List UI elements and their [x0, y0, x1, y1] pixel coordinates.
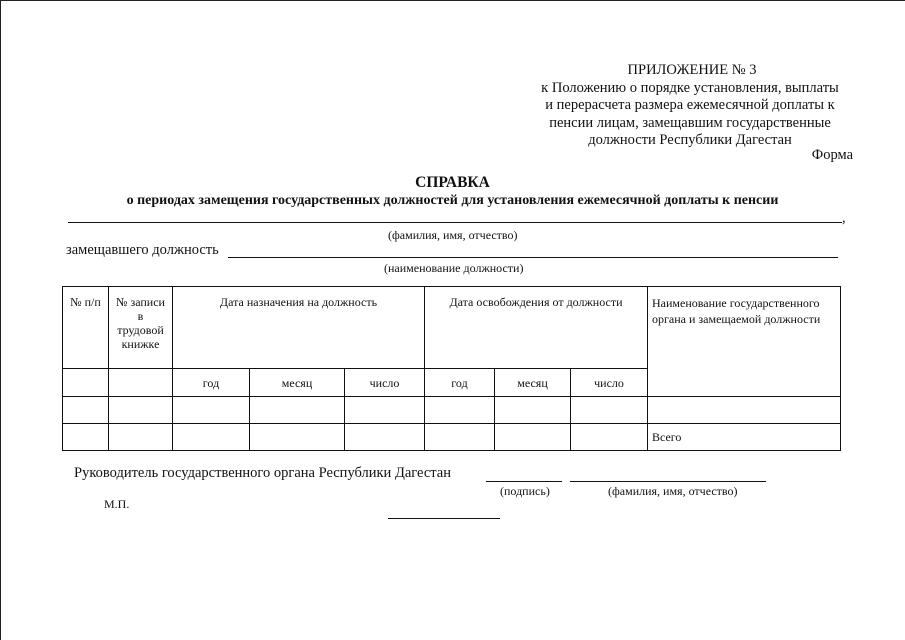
head-label: Руководитель государственного органа Республики Дагестан [74, 465, 451, 481]
table-cell[interactable] [250, 397, 345, 424]
scan-border-left [0, 0, 1, 640]
header-appointment-date: Дата назначения на должность [173, 287, 425, 369]
subheader-appointment-year: год [173, 369, 250, 397]
position-label: замещавшего должность [66, 242, 219, 258]
name-field-hint: (фамилия, имя, отчество) [388, 228, 518, 242]
appendix-title: ПРИЛОЖЕНИЕ № 3 [627, 62, 757, 78]
header-num: № п/п [63, 287, 109, 369]
header-record-line: трудовой [117, 323, 164, 337]
table-cell[interactable] [425, 397, 495, 424]
appendix-line: пенсии лицам, замещавшим государственные [549, 114, 831, 131]
subheader-appointment-day: число [345, 369, 425, 397]
table-row [63, 397, 841, 424]
header-record-line: книжке [121, 337, 160, 351]
appendix-block [520, 62, 860, 150]
subheader-release-day: число [571, 369, 648, 397]
name-field-line[interactable] [68, 222, 842, 223]
table-cell[interactable] [648, 397, 841, 424]
subheader-empty-cell [109, 369, 173, 397]
table-cell[interactable] [63, 424, 109, 451]
table-cell[interactable] [173, 397, 250, 424]
table-cell[interactable] [250, 424, 345, 451]
table-cell[interactable] [345, 424, 425, 451]
table-cell[interactable] [571, 424, 648, 451]
subheader-empty-cell [63, 369, 109, 397]
header-record [109, 287, 173, 369]
scan-border-top [0, 0, 905, 1]
appendix-line: к Положению о порядке установления, выплаты [541, 79, 839, 96]
subheader-release-month: месяц [495, 369, 571, 397]
date-line[interactable] [388, 518, 500, 519]
subheader-appointment-month: месяц [250, 369, 345, 397]
header-body-position [648, 287, 841, 397]
periods-table [62, 286, 841, 451]
appendix-line: должности Республики Дагестан [588, 132, 792, 148]
head-name-line[interactable] [570, 481, 766, 482]
appendix-line: и перерасчета размера ежемесячной доплаты к [545, 97, 835, 113]
table-cell[interactable] [109, 397, 173, 424]
position-field-hint: (наименование должности) [384, 261, 524, 275]
document-subtitle: о периодах замещения государственных должностей для установления ежемесячной доплаты к пенсии [126, 193, 779, 208]
table-cell[interactable] [63, 397, 109, 424]
table-row [63, 424, 841, 451]
position-field-line[interactable] [228, 257, 838, 258]
head-name-hint: (фамилия, имя, отчество) [608, 484, 738, 498]
table-cell[interactable] [345, 397, 425, 424]
table-cell[interactable] [495, 424, 571, 451]
stamp-label: М.П. [104, 497, 130, 511]
table-cell[interactable] [571, 397, 648, 424]
header-record-line: № записи [116, 295, 165, 309]
document-title: СПРАВКА [415, 174, 490, 191]
table-cell[interactable] [425, 424, 495, 451]
header-record-line: в [137, 309, 144, 323]
table-cell[interactable] [495, 397, 571, 424]
header-body-position-text: Наименование государственного органа и замещаемой должности [652, 296, 821, 326]
total-cell: Всего [648, 424, 841, 451]
table-cell[interactable] [173, 424, 250, 451]
header-release-date: Дата освобождения от должности [425, 287, 648, 369]
form-label: Форма [811, 147, 853, 163]
table-cell[interactable] [109, 424, 173, 451]
signature-hint: (подпись) [500, 484, 550, 498]
subheader-release-year: год [425, 369, 495, 397]
signature-line[interactable] [486, 481, 562, 482]
name-line-comma: , [842, 210, 846, 226]
